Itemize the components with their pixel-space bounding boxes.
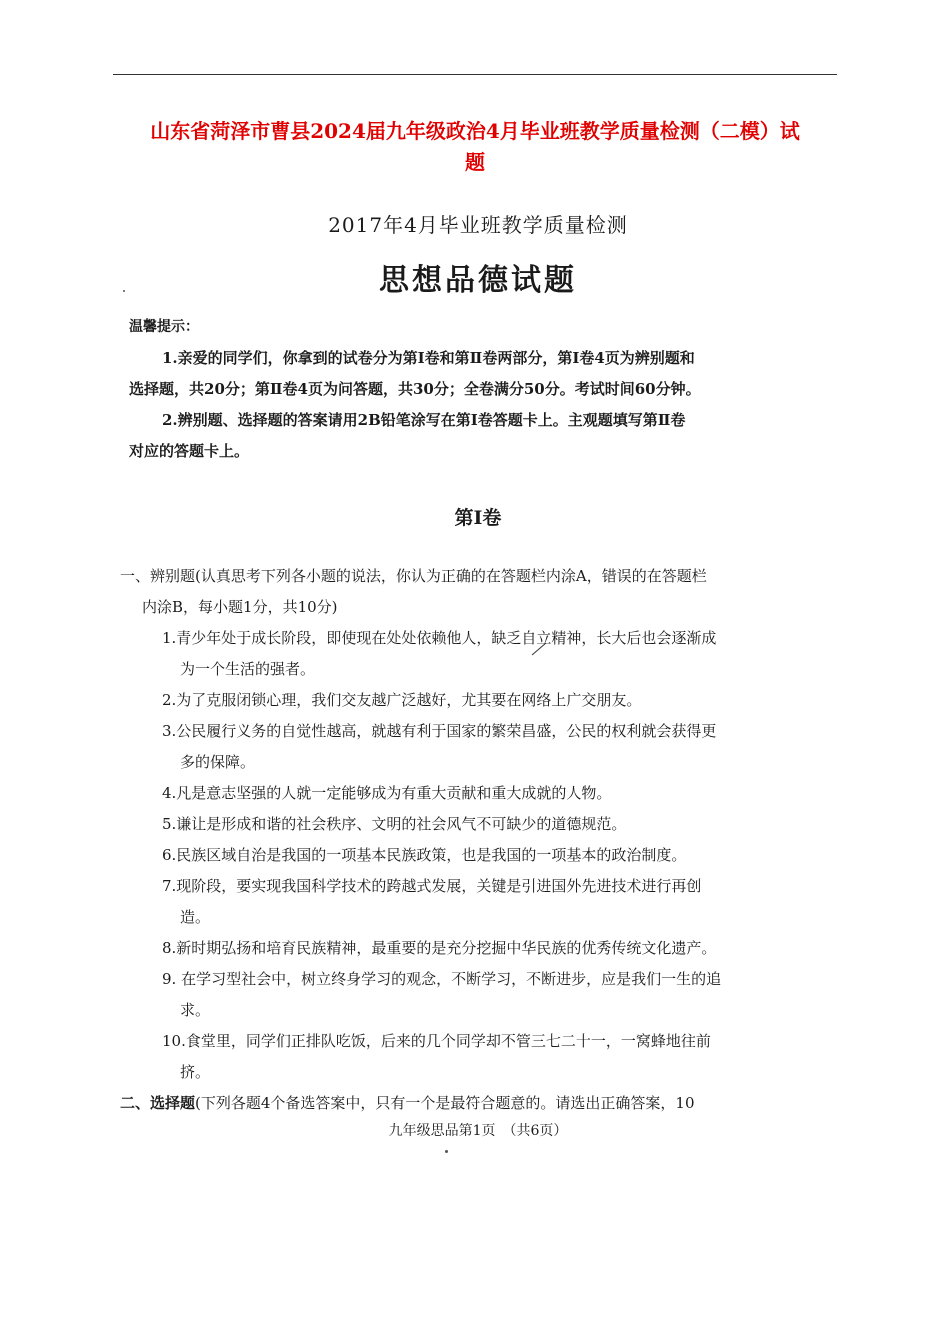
notice-heading: 温馨提示： [129,319,199,335]
notice-line: 对应的答题卡上。 [129,442,250,460]
question-item: 多的保障。 [180,753,256,771]
question-item: 10.食堂里，同学们正排队吃饭，后来的几个同学却不管三七二十一，一窝蜂地往前 [162,1032,711,1050]
question-item: 造。 [180,908,211,926]
notice-line: 选择题，共20分；第Ⅱ卷4页为问答题，共30分；全卷满分50分。考试时间60分钟。 [129,380,701,398]
question-item: 1.青少年处于成长阶段，即使现在处处依赖他人，缺乏自立精神，长大后也会逐渐成 [162,629,717,647]
section1-heading: 一、辨别题(认真思考下列各小题的说法，你认为正确的在答题栏内涂A，错误的在答题栏 [120,567,707,585]
volume-label: 第Ⅰ卷 [454,507,502,529]
question-item: 2.为了克服闭锁心理，我们交友越广泛越好，尤其要在网络上广交朋友。 [162,691,642,709]
section2-heading [120,1088,695,1119]
exam-title: 思想品德试题 [379,263,577,298]
document-title-line2: 题 [465,150,485,174]
question-item: 9. 在学习型社会中，树立终身学习的观念，不断学习，不断进步，应是我们一生的追 [162,970,722,988]
question-item: 为一个生活的强者。 [180,660,316,678]
pen-stroke-mark [531,642,547,656]
section1-heading-cont: 内涂B，每小题1分，共10分) [142,598,338,616]
notice-line: 1.亲爱的同学们，你拿到的试卷分为第Ⅰ卷和第Ⅱ卷两部分，第Ⅰ卷4页为辨别题和 [162,349,695,367]
notice-line: 2.辨别题、选择题的答案请用2B铅笔涂写在第Ⅰ卷答题卡上。主观题填写第Ⅱ卷 [162,411,686,429]
question-item: 挤。 [180,1063,211,1081]
question-item: 5.谦让是形成和谐的社会秩序、文明的社会风气不可缺少的道德规范。 [162,815,627,833]
section2-text: (下列各题4个备选答案中，只有一个是最符合题意的。请选出正确答案，10 [195,1094,695,1112]
top-rule [113,74,837,75]
question-item: 8.新时期弘扬和培育民族精神，最重要的是充分挖掘中华民族的优秀传统文化遗产。 [162,939,717,957]
section2-label: 二、选择题 [120,1094,196,1112]
question-item: 4.凡是意志坚强的人就一定能够成为有重大贡献和重大成就的人物。 [162,784,612,802]
exam-subtitle: 2017年4月毕业班教学质量检测 [328,213,628,237]
document-title [100,116,850,178]
question-item: 求。 [180,1001,211,1019]
scanned-exam-page [118,195,838,1155]
question-item: 6.民族区域自治是我国的一项基本民族政策，也是我国的一项基本的政治制度。 [162,846,687,864]
scan-speck [445,1150,448,1153]
scan-speck [123,290,125,292]
question-item: 3.公民履行义务的自觉性越高，就越有利于国家的繁荣昌盛，公民的权利就会获得更 [162,722,717,740]
document-title-line1: 山东省菏泽市曹县2024届九年级政治4月毕业班教学质量检测（二模）试 [150,119,800,143]
question-item: 7.现阶段，要实现我国科学技术的跨越式发展，关键是引进国外先进技术进行再创 [162,877,702,895]
page-footer: 九年级思品第1页 （共6页） [388,1123,568,1139]
